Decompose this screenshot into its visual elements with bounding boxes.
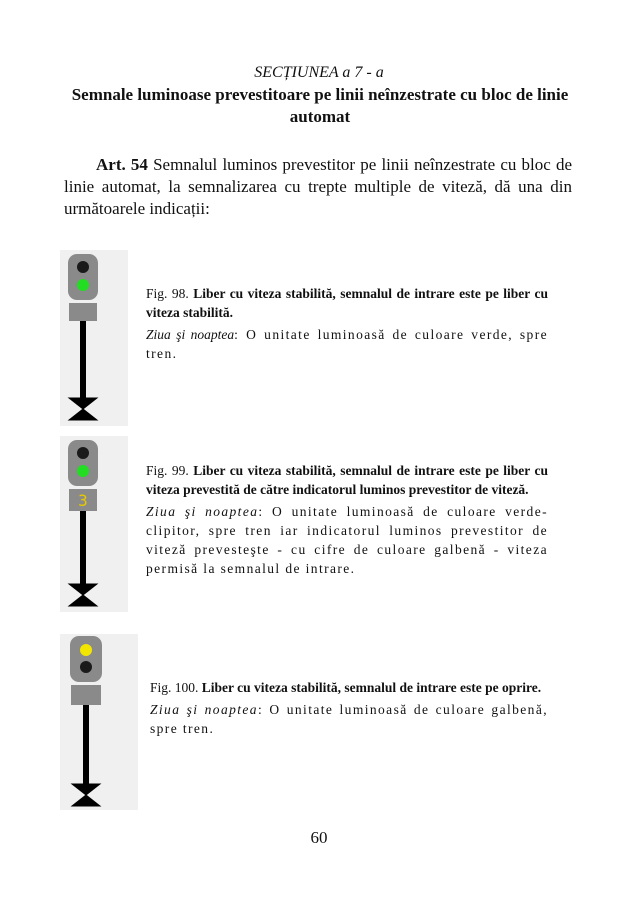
lamp-top [77, 447, 89, 459]
figure-100-caption [150, 678, 548, 738]
signal-fig-99 [60, 436, 128, 612]
page-number: 60 [310, 828, 328, 847]
indicator-plate [69, 303, 97, 321]
figure-description [146, 502, 548, 578]
figure-98-caption [146, 284, 548, 363]
signal-head [68, 440, 98, 486]
figure-number: Fig. 99. [146, 463, 189, 478]
lamp-green [77, 465, 89, 477]
desc-text: : O unitate luminoasă de culoare verde-clipitor, spre tren iar indicatorul luminos prevestitor de viteză prevesteşte - cu cifre de culoare galbenă - viteza permisă la semnalul de intrare. [146, 504, 548, 576]
lamp-top [77, 261, 89, 273]
signal-mast [83, 705, 89, 785]
figure-description [150, 700, 548, 738]
lamp-bottom [80, 661, 92, 673]
desc-text: : O unitate luminoasă de culoare galbenă, spre tren. [150, 702, 548, 736]
lamp-yellow [80, 644, 92, 656]
signal-head [68, 254, 98, 300]
speed-digit: 3 [78, 491, 88, 510]
figure-title: Liber cu viteza stabilită, semnalul de intrare este pe oprire. [201, 680, 542, 695]
signal-mast [80, 511, 86, 585]
section-heading: SECȚIUNEA a 7 - a [254, 64, 384, 81]
indicator-plate [71, 685, 101, 705]
signal-head [70, 636, 102, 682]
desc-label: Ziua şi noaptea [150, 702, 258, 717]
lamp-green [77, 279, 89, 291]
article-number: Art. 54 [96, 155, 148, 174]
figure-99-caption [146, 461, 548, 578]
page-title: Semnale luminoase prevestitoare pe linii neînzestrate cu bloc de linie automat [71, 85, 569, 126]
desc-label: Ziua şi noaptea [146, 327, 235, 342]
figure-description [146, 325, 548, 363]
figure-title: Liber cu viteza stabilită, semnalul de intrare este pe liber cu viteza prevestită de către indicatorul luminos prevestitor de viteză. [146, 463, 549, 497]
signal-mast [80, 321, 86, 399]
figure-number: Fig. 98. [146, 286, 189, 301]
figure-number: Fig. 100. [150, 680, 199, 695]
signal-fig-98 [60, 250, 128, 426]
article-text: Semnalul luminos prevestitor pe linii neînzestrate cu bloc de linie automat, la semnalizarea cu trepte multiple de viteză, dă una din următoarele indicații: [64, 155, 573, 218]
desc-label: Ziua şi noaptea [146, 504, 259, 519]
article-paragraph [64, 154, 572, 220]
desc-text: : O unitate luminoasă de culoare verde, spre tren. [146, 327, 548, 361]
figure-title: Liber cu viteza stabilită, semnalul de intrare este pe liber cu viteza stabilită. [146, 286, 549, 320]
signal-fig-100 [60, 634, 138, 810]
